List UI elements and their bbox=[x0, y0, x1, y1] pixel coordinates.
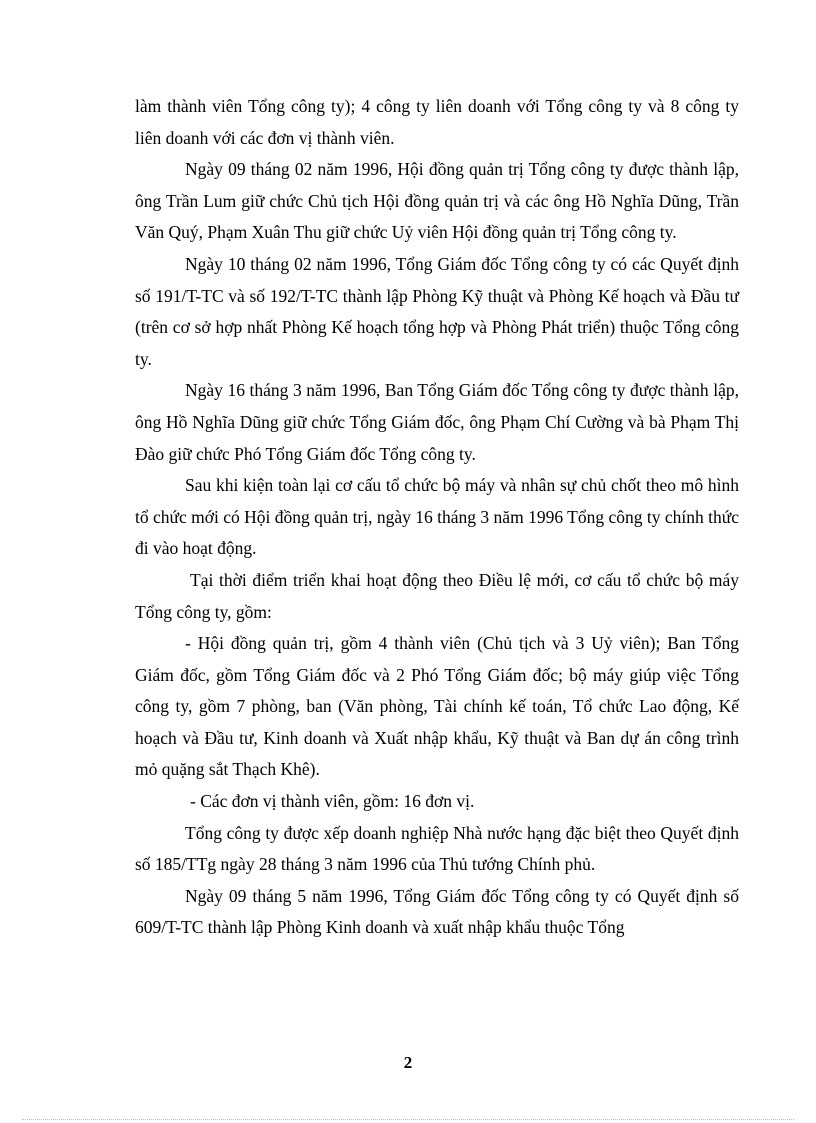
paragraph-continuation: làm thành viên Tổng công ty); 4 công ty liên doanh với Tổng công ty và 8 công ty liên doanh với các đơn vị thành viên. bbox=[135, 96, 739, 148]
paragraph-directors-established: Ngày 16 tháng 3 năm 1996, Ban Tổng Giám đốc Tổng công ty được thành lập, ông Hồ Nghĩa Dũng giữ chức Tổng Giám đốc, ông Phạm Chí Cường và bà Phạm Thị Đào giữ chức Phó Tổng Giám đốc Tổng công ty. bbox=[135, 380, 739, 464]
paragraph-special-grade: Tổng công ty được xếp doanh nghiệp Nhà nước hạng đặc biệt theo Quyết định số 185/TTg ngày 28 tháng 3 năm 1996 của Thủ tướng Chính phủ. bbox=[135, 822, 739, 875]
list-item-board-and-departments: - Hội đồng quản trị, gồm 4 thành viên (Chủ tịch và 3 Uỷ viên); Ban Tổng Giám đốc, gồm Tổng Giám đốc và 2 Phó Tổng Giám đốc; bộ máy giúp việc Tổng công ty, gồm 7 phòng, ban (Văn phòng, Tài chính kế toán, Tổ chức Lao động, Kế hoạch và Đầu tư, Kinh doanh và Xuất nhập khẩu, Kỹ thuật và Ban dự án công trình mỏ quặng sắt Thạch Khê). bbox=[135, 633, 739, 780]
paragraph-board-established: Ngày 09 tháng 02 năm 1996, Hội đồng quản trị Tổng công ty được thành lập, ông Trần Lum giữ chức Chủ tịch Hội đồng quản trị và các ông Hồ Nghĩa Dũng, Trần Văn Quý, Phạm Xuân Thu giữ chức Uỷ viên Hội đồng quản trị Tổng công ty. bbox=[135, 159, 739, 243]
paragraph-decisions-191-192: Ngày 10 tháng 02 năm 1996, Tổng Giám đốc Tổng công ty có các Quyết định số 191/T-TC và số 192/T-TC thành lập Phòng Kỹ thuật và Phòng Kế hoạch và Đầu tư (trên cơ sở hợp nhất Phòng Kế hoạch tổng hợp và Phòng Phát triển) thuộc Tổng công ty. bbox=[135, 253, 739, 369]
paragraph-decision-609: Ngày 09 tháng 5 năm 1996, Tổng Giám đốc Tổng công ty có Quyết định số 609/T-TC thành lập Phòng Kinh doanh và xuất nhập khẩu thuộc Tổng bbox=[135, 885, 739, 938]
list-item-member-units: - Các đơn vị thành viên, gồm: 16 đơn vị. bbox=[190, 791, 475, 812]
body-text bbox=[135, 91, 739, 944]
paragraph-official-operation: Sau khi kiện toàn lại cơ cấu tổ chức bộ máy và nhân sự chủ chốt theo mô hình tổ chức mới có Hội đồng quản trị, ngày 16 tháng 3 năm 1996 Tổng công ty chính thức đi vào hoạt động. bbox=[135, 475, 739, 559]
page-bottom-divider bbox=[22, 1119, 794, 1120]
page-number: 2 bbox=[403, 1053, 413, 1072]
paragraph-structure-intro: Tại thời điểm triển khai hoạt động theo Điều lệ mới, cơ cấu tổ chức bộ máy Tổng công ty, gồm: bbox=[135, 569, 739, 622]
